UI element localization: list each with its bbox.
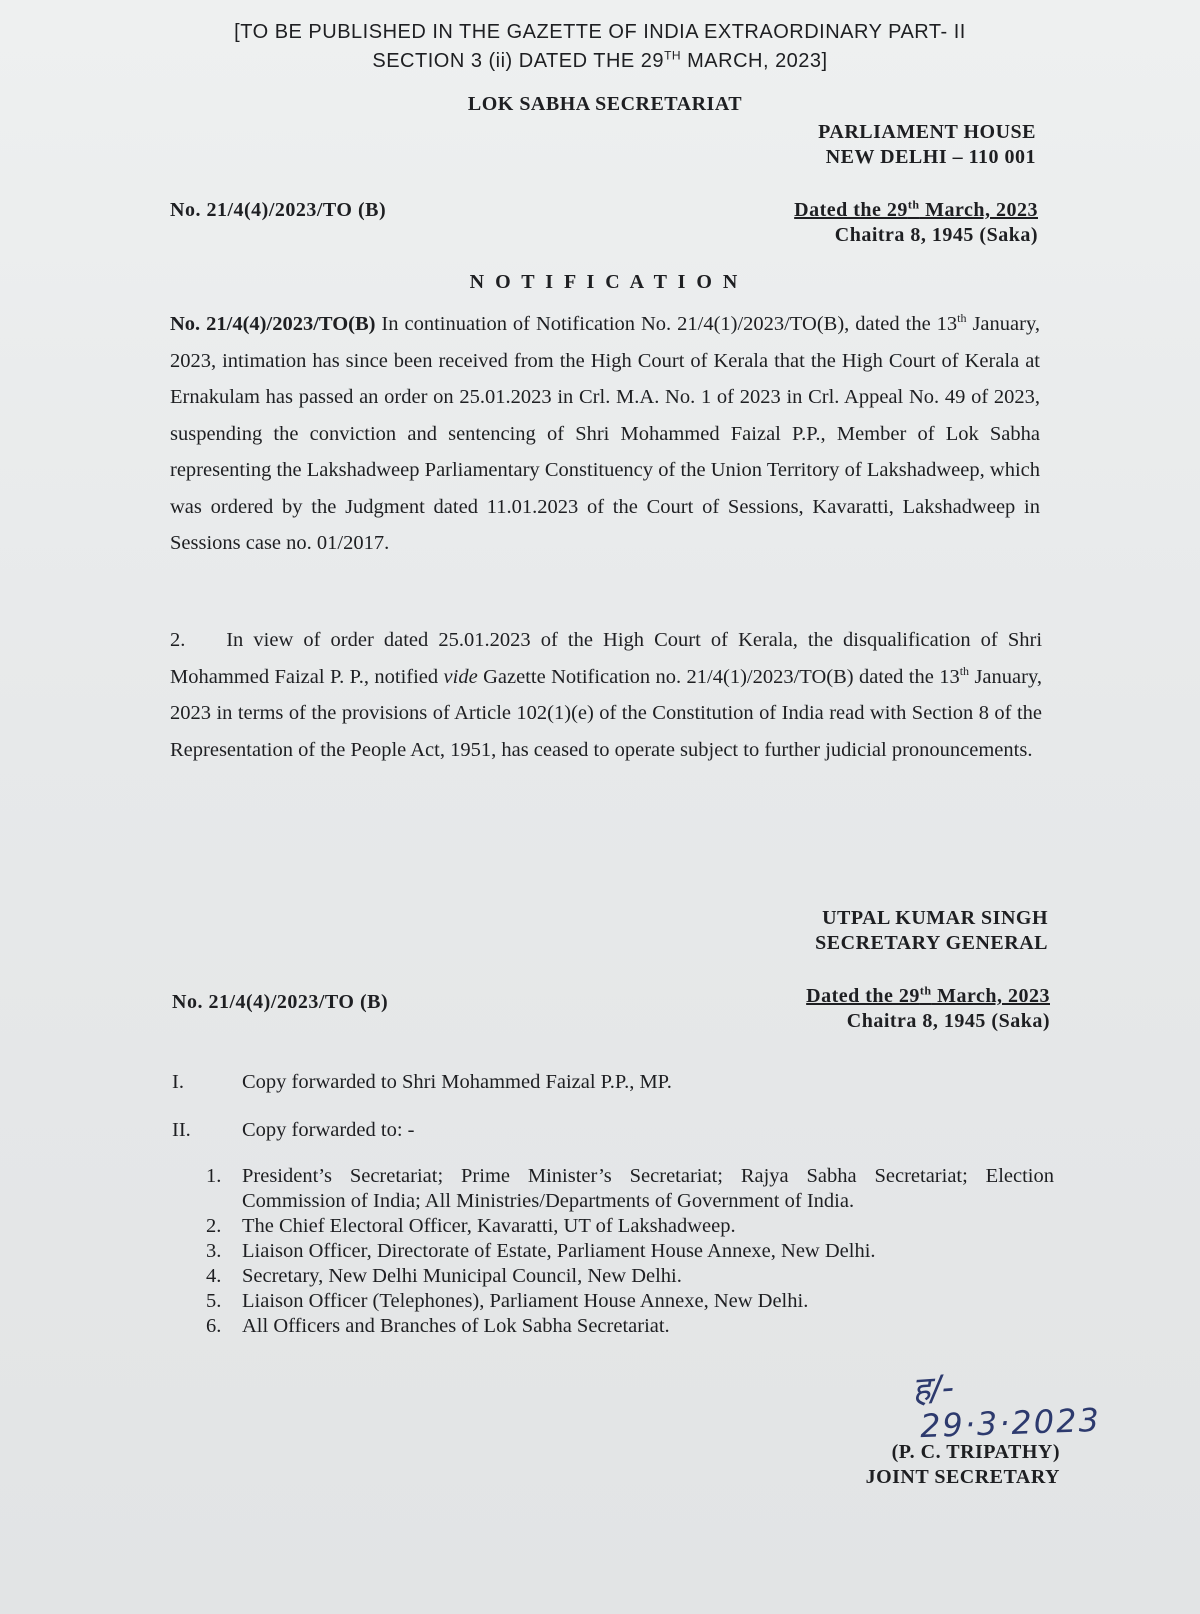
copy-reference-date: Dated the 29th March, 2023: [806, 983, 1050, 1007]
address-block: [700, 120, 1036, 170]
copy-reference-number: No. 21/4(4)/2023/TO (B): [172, 991, 389, 1013]
copy-forwarded-2: II. Copy forwarded to: -: [172, 1119, 415, 1141]
reference-date: Dated the 29th March, 2023: [794, 197, 1038, 221]
signatory-1-name: UTPAL KUMAR SINGH: [822, 907, 1048, 929]
handwritten-initials: ह/-: [910, 1367, 956, 1411]
handwritten-date: 29·3·2023: [919, 1400, 1102, 1446]
gazette-line-1: [TO BE PUBLISHED IN THE GAZETTE OF INDIA EXTRAORDINARY PART- II: [234, 21, 966, 43]
secretariat-name: LOK SABHA SECRETARIAT: [467, 93, 743, 115]
signatory-1-title: SECRETARY GENERAL: [815, 932, 1048, 954]
signatory-block-2: [760, 1440, 1060, 1490]
list-item: 6. All Officers and Branches of Lok Sabha Secretariat.: [206, 1315, 670, 1337]
recipients-list: [206, 1164, 1054, 1339]
list-item: 5. Liaison Officer (Telephones), Parliament House Annexe, New Delhi.: [206, 1290, 809, 1312]
signatory-2-name: (P. C. TRIPATHY): [891, 1441, 1060, 1463]
reference-date-block: [640, 198, 1038, 248]
address-line-1: PARLIAMENT HOUSE: [818, 121, 1036, 143]
reference-number: No. 21/4(4)/2023/TO (B): [170, 199, 387, 221]
signatory-2-title: JOINT SECRETARY: [865, 1466, 1060, 1488]
list-item: 1. President’s Secretariat; Prime Minister’s Secretariat; Rajya Sabha Secretariat; Election Commission of India; All Ministries/Departments of Government of India.: [206, 1165, 1054, 1212]
gazette-line-2: SECTION 3 (ii) DATED THE 29TH MARCH, 2023]: [372, 48, 828, 72]
saka-date: Chaitra 8, 1945 (Saka): [834, 224, 1038, 246]
copy-reference-date-block: [640, 984, 1050, 1034]
copy-forwarded-1: I. Copy forwarded to Shri Mohammed Faizal P.P., MP.: [172, 1071, 672, 1093]
signatory-block-1: [700, 906, 1048, 956]
paragraph-2: 2. In view of order dated 25.01.2023 of the High Court of Kerala, the disqualification of Shri Mohammed Faizal P. P., notified vide Gazette Notification no. 21/4(1)/2023/TO(B) dated the 13th January, 2023 in terms of the provisions of Article 102(1)(e) of the Constitution of India read with Section 8 of the Representation of the People Act, 1951, has ceased to operate subject to further judicial pronouncements.: [170, 629, 1043, 761]
gazette-header: [160, 18, 1040, 76]
notification-heading: N O T I F I C A T I O N: [469, 271, 741, 293]
list-item: 4. Secretary, New Delhi Municipal Council, New Delhi.: [206, 1265, 682, 1287]
address-line-2: NEW DELHI – 110 001: [825, 146, 1036, 168]
list-item: 3. Liaison Officer, Directorate of Estate, Parliament House Annexe, New Delhi.: [206, 1240, 876, 1262]
paragraph-1: No. 21/4(4)/2023/TO(B) In continuation of Notification No. 21/4(1)/2023/TO(B), dated the 13th January, 2023, intimation has since been received from the High Court of Kerala that the High Court of Kerala at Ernakulam has passed an order on 25.01.2023 in Crl. M.A. No. 1 of 2023 in Crl. Appeal No. 49 of 2023, suspending the conviction and sentencing of Shri Mohammed Faizal P.P., Member of Lok Sabha representing the Lakshadweep Parliamentary Constituency of the Union Territory of Lakshadweep, which was ordered by the Judgment dated 11.01.2023 of the Court of Sessions, Kavaratti, Lakshadweep in Sessions case no. 01/2017.: [170, 311, 1040, 554]
list-item: 2. The Chief Electoral Officer, Kavaratti, UT of Lakshadweep.: [206, 1215, 736, 1237]
copy-saka-date: Chaitra 8, 1945 (Saka): [846, 1010, 1050, 1032]
